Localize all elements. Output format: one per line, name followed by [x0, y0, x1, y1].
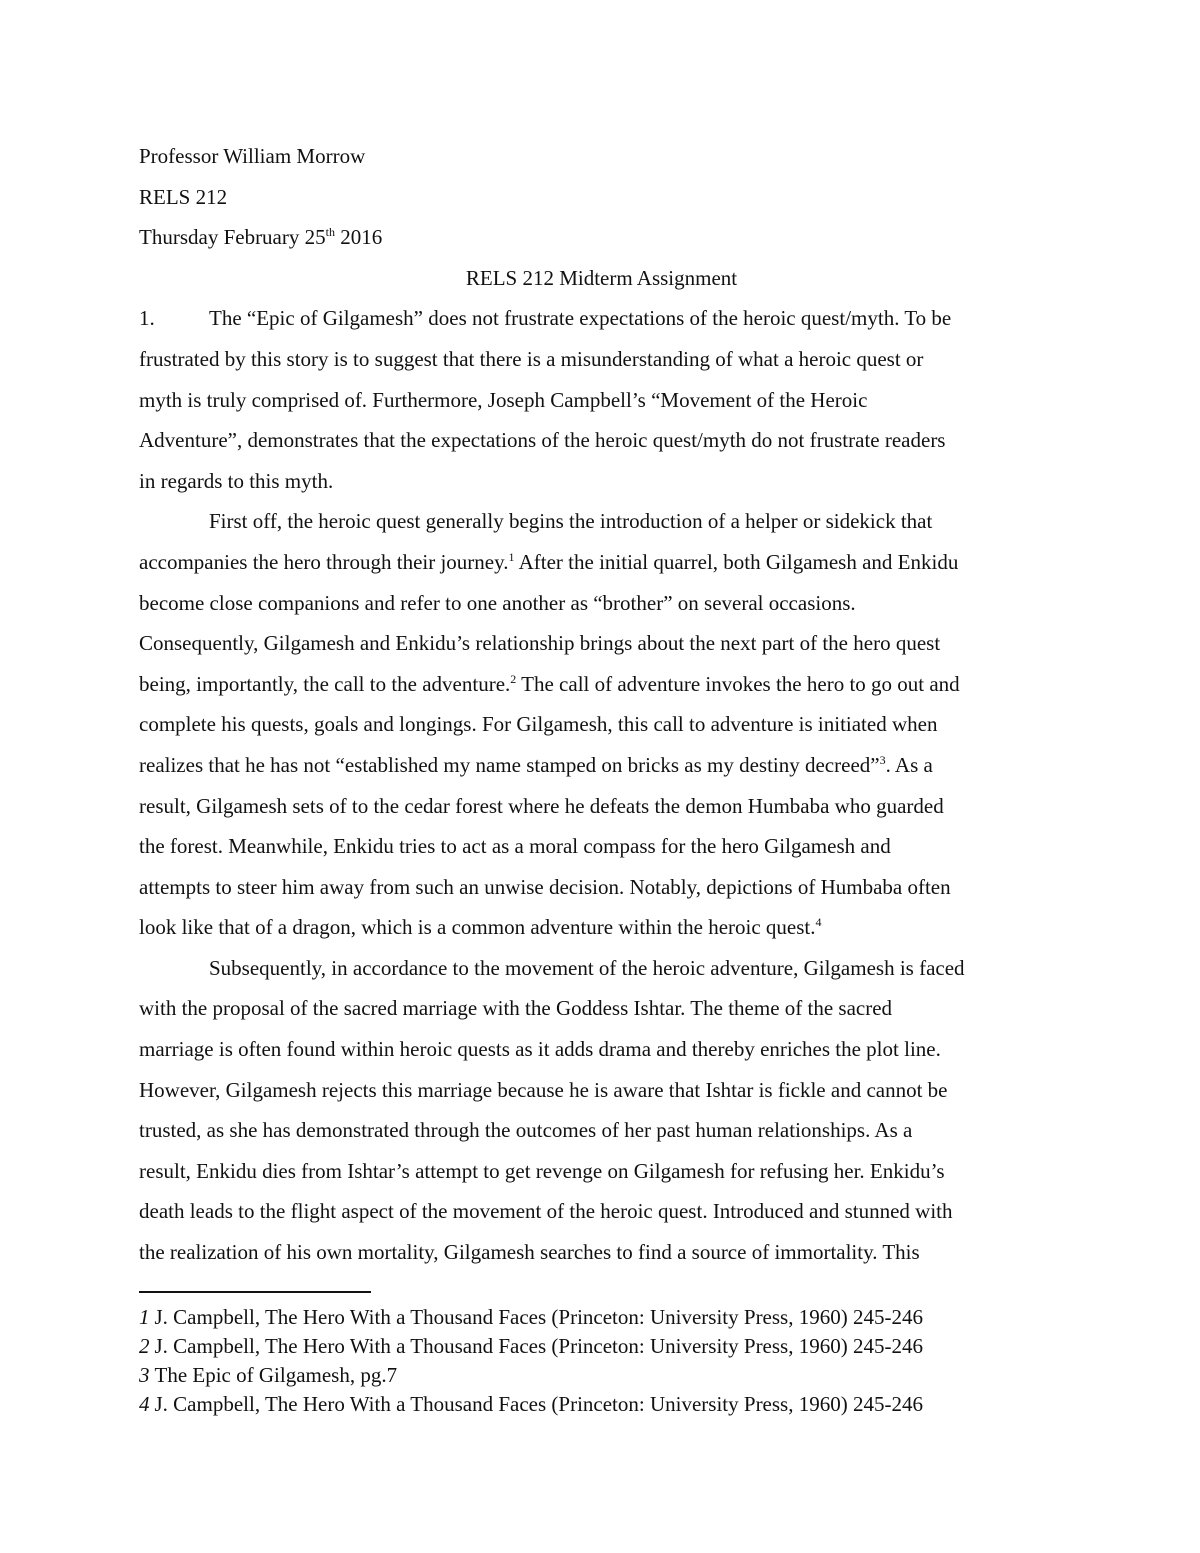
- paragraph-3-line-2: with the proposal of the sacred marriage with the Goddess Ishtar. The theme of the sacred: [139, 996, 893, 1021]
- footnote-separator: [139, 1291, 371, 1293]
- paragraph-1: [139, 298, 1064, 501]
- paragraph-2: [139, 501, 1064, 948]
- paragraph-1-line-3: myth is truly comprised of. Furthermore, Joseph Campbell’s “Movement of the Heroic: [139, 387, 868, 412]
- paragraph-1-line-1: [139, 298, 1064, 339]
- course-line: RELS 212: [139, 184, 228, 209]
- paragraph-2-line-2-b: After the initial quarrel, both Gilgamesh and Enkidu: [514, 549, 959, 574]
- paragraph-3-line-6: result, Enkidu dies from Ishtar’s attempt to get revenge on Gilgamesh for refusing her. Enkidu’s: [139, 1158, 945, 1183]
- professor-line: Professor William Morrow: [139, 144, 366, 168]
- paragraph-3-line-5: trusted, as she has demonstrated through the outcomes of her past human relationships. As a: [139, 1118, 913, 1143]
- date-text: Thursday February 25: [139, 225, 326, 250]
- question-number: 1.: [139, 306, 155, 331]
- footnote-text: J. Campbell, The Hero With a Thousand Faces (Princeton: University Press, 1960) 245-246: [154, 1392, 923, 1416]
- footnote-4: [139, 1390, 1064, 1419]
- paragraph-2-line-11: [139, 907, 1064, 948]
- footnote-ref-2[interactable]: 2: [510, 671, 517, 686]
- paragraph-2-line-5: [139, 664, 1064, 705]
- paragraph-1-line-2: frustrated by this story is to suggest that there is a misunderstanding of what a heroic quest or: [139, 346, 924, 371]
- footnote-ref-3[interactable]: 3: [879, 752, 886, 767]
- paragraph-2-line-2-a: accompanies the hero through their journey.: [139, 549, 509, 574]
- footnote-number: 4: [139, 1392, 150, 1416]
- footnote-1: [139, 1303, 1064, 1332]
- document-body: [139, 136, 1064, 1273]
- footnote-text: J. Campbell, The Hero With a Thousand Faces (Princeton: University Press, 1960) 245-246: [154, 1334, 923, 1358]
- footnote-text: J. Campbell, The Hero With a Thousand Faces (Princeton: University Press, 1960) 245-246: [154, 1305, 923, 1329]
- paragraph-3-line-7: death leads to the flight aspect of the movement of the heroic quest. Introduced and stunned with: [139, 1199, 953, 1224]
- paragraph-3: [139, 948, 1064, 1273]
- paragraph-2-line-8: result, Gilgamesh sets of to the cedar forest where he defeats the demon Humbaba who guarded: [139, 793, 944, 818]
- paragraph-1-line-1-text: The “Epic of Gilgamesh” does not frustrate expectations of the heroic quest/myth. To be: [209, 306, 952, 331]
- footnotes: [139, 1303, 1064, 1419]
- paragraph-2-line-11-a: look like that of a dragon, which is a common adventure within the heroic quest.: [139, 915, 816, 940]
- paragraph-3-line-3: marriage is often found within heroic quests as it adds drama and thereby enriches the plot line.: [139, 1037, 941, 1062]
- paragraph-2-line-1: First off, the heroic quest generally begins the introduction of a helper or sidekick that: [209, 509, 933, 534]
- footnote-ref-1[interactable]: 1: [508, 549, 515, 564]
- footnote-2: [139, 1332, 1064, 1361]
- paragraph-3-line-4: However, Gilgamesh rejects this marriage because he is aware that Ishtar is fickle and cannot be: [139, 1077, 948, 1102]
- paragraph-2-line-5-b: The call of adventure invokes the hero to go out and: [516, 671, 960, 696]
- footnote-number: 1: [139, 1305, 150, 1329]
- paragraph-2-line-10: attempts to steer him away from such an unwise decision. Notably, depictions of Humbaba often: [139, 874, 951, 899]
- paragraph-2-line-5-a: being, importantly, the call to the adventure.: [139, 671, 511, 696]
- paragraph-2-line-3: become close companions and refer to one another as “brother” on several occasions.: [139, 590, 856, 615]
- paragraph-2-line-2: [139, 542, 1064, 583]
- footnote-number: 2: [139, 1334, 150, 1358]
- paragraph-2-line-7: [139, 745, 1064, 786]
- paragraph-2-line-6: complete his quests, goals and longings. For Gilgamesh, this call to adventure is initiated when: [139, 712, 938, 737]
- paragraph-2-line-9: the forest. Meanwhile, Enkidu tries to act as a moral compass for the hero Gilgamesh and: [139, 834, 891, 859]
- paragraph-2-line-7-a: realizes that he has not “established my name stamped on bricks as my destiny decreed”: [139, 752, 880, 777]
- date-line: [139, 217, 1064, 258]
- date-superscript: th: [325, 225, 335, 240]
- paragraph-2-line-7-b: . As a: [885, 752, 933, 777]
- footnote-3: [139, 1361, 1064, 1390]
- paragraph-2-line-4: Consequently, Gilgamesh and Enkidu’s relationship brings about the next part of the hero quest: [139, 631, 941, 656]
- document-title: RELS 212 Midterm Assignment: [465, 265, 738, 290]
- paragraph-1-line-4: Adventure”, demonstrates that the expectations of the heroic quest/myth do not frustrate readers: [139, 428, 946, 453]
- paragraph-3-line-1: Subsequently, in accordance to the movement of the heroic adventure, Gilgamesh is faced: [209, 955, 965, 980]
- footnote-number: 3: [139, 1363, 150, 1387]
- footnote-text: The Epic of Gilgamesh, pg.7: [154, 1363, 398, 1387]
- paragraph-1-line-5: in regards to this myth.: [139, 468, 334, 493]
- date-year: 2016: [334, 225, 383, 250]
- paragraph-3-line-8: the realization of his own mortality, Gilgamesh searches to find a source of immortality. This: [139, 1240, 920, 1265]
- footnote-ref-4[interactable]: 4: [815, 915, 822, 930]
